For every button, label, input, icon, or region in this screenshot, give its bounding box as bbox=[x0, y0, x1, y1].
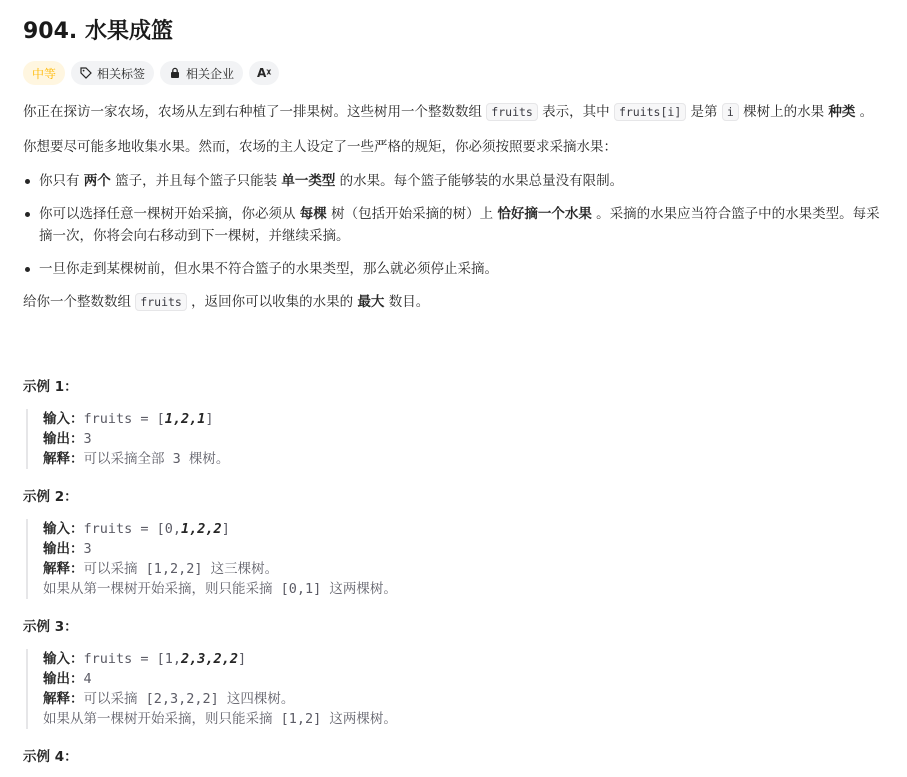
example-3-title: 示例 3： bbox=[23, 619, 78, 635]
example-1-block bbox=[26, 409, 883, 469]
example-extra: 如果从第一棵树开始采摘，则只能采摘 [0,1] 这两棵树。 bbox=[43, 581, 397, 597]
example-2-title: 示例 2： bbox=[23, 489, 78, 505]
example-1-title: 示例 1： bbox=[23, 379, 78, 395]
input-highlight: 2,3,2,2 bbox=[181, 651, 238, 667]
text: 给你一个整数数组 bbox=[23, 294, 136, 310]
output-label: 输出： bbox=[43, 541, 84, 557]
list-item bbox=[39, 203, 883, 247]
text: 篮子，并且每个篮子只能装 bbox=[110, 173, 282, 189]
example-3-block bbox=[26, 649, 883, 729]
text: 表示，其中 bbox=[537, 104, 614, 120]
input-highlight: 1,2,2 bbox=[181, 521, 222, 537]
input-label: 输入： bbox=[43, 521, 84, 537]
text: 你正在探访一家农场，农场从左到右种植了一排果树。这些树用一个整数数组 bbox=[23, 104, 487, 120]
text: 数目。 bbox=[384, 294, 430, 310]
text: 树（包括开始采摘的树）上 bbox=[326, 206, 498, 222]
code-fruits: fruits bbox=[486, 103, 538, 121]
description-paragraph-1 bbox=[23, 101, 883, 123]
code-fruits-i: fruits[i] bbox=[614, 103, 686, 121]
input-value: fruits = [1, bbox=[83, 651, 182, 667]
explain-text: 可以采摘全部 3 棵树。 bbox=[83, 451, 230, 467]
text: 。采摘的水果应当符合篮子中的水果类型。每采摘一次，你将会向右移动到下一棵树，并继续采摘。 bbox=[39, 206, 880, 244]
input-highlight: 1,2,1 bbox=[164, 411, 206, 427]
input-value: fruits = [0, bbox=[83, 521, 182, 537]
rules-list bbox=[23, 170, 883, 280]
lock-icon bbox=[169, 67, 181, 79]
example-explanation bbox=[43, 559, 883, 579]
related-tags-button[interactable] bbox=[71, 61, 154, 85]
bold-text: 两个 bbox=[83, 173, 111, 189]
code-fruits: fruits bbox=[135, 293, 187, 311]
explain-label: 解释： bbox=[43, 561, 84, 577]
input-label: 输入： bbox=[43, 651, 84, 667]
example-explanation bbox=[43, 689, 883, 709]
output-value: 3 bbox=[83, 541, 92, 557]
example-input bbox=[43, 649, 883, 669]
output-value: 3 bbox=[83, 431, 92, 447]
difficulty-label: 中等 bbox=[32, 66, 57, 81]
output-label: 输出： bbox=[43, 671, 84, 687]
bold-text: 每棵 bbox=[299, 206, 327, 222]
related-tags-label: 相关标签 bbox=[97, 66, 146, 81]
example-explanation bbox=[43, 449, 883, 469]
tag-icon bbox=[80, 67, 92, 79]
text: ，返回你可以收集的水果的 bbox=[186, 294, 358, 310]
related-companies-label: 相关企业 bbox=[186, 66, 235, 81]
description-paragraph-3 bbox=[23, 291, 883, 313]
input-value: fruits = [ bbox=[83, 411, 165, 427]
example-input bbox=[43, 409, 883, 429]
example-output bbox=[43, 429, 883, 449]
input-value: ] bbox=[205, 411, 214, 427]
related-companies-button[interactable] bbox=[160, 61, 243, 85]
output-value: 4 bbox=[83, 671, 92, 687]
text: 你可以选择任意一棵树开始采摘，你必须从 bbox=[39, 206, 300, 222]
bold-text: 恰好摘一个水果 bbox=[497, 206, 592, 222]
text: 棵树上的水果 bbox=[738, 104, 829, 120]
tag-bar bbox=[23, 61, 883, 85]
input-value: ] bbox=[221, 521, 230, 537]
code-i: i bbox=[722, 103, 739, 121]
problem-title[interactable]: 904. 水果成篮 bbox=[23, 19, 173, 44]
explain-text: 可以采摘 [1,2,2] 这三棵树。 bbox=[83, 561, 279, 577]
font-size-icon: Aᵡ bbox=[257, 66, 272, 80]
text: 的水果。每个篮子能够装的水果总量没有限制。 bbox=[335, 173, 624, 189]
text: 你只有 bbox=[39, 173, 84, 189]
output-label: 输出： bbox=[43, 431, 84, 447]
example-input bbox=[43, 519, 883, 539]
difficulty-badge bbox=[23, 61, 65, 85]
explain-text: 可以采摘 [2,3,2,2] 这四棵树。 bbox=[83, 691, 295, 707]
list-item: 一旦你走到某棵树前，但水果不符合篮子的水果类型，那么就必须停止采摘。 bbox=[39, 258, 883, 280]
explain-label: 解释： bbox=[43, 451, 84, 467]
explain-label: 解释： bbox=[43, 691, 84, 707]
text: 。 bbox=[855, 104, 874, 120]
example-2-block bbox=[26, 519, 883, 599]
bold-text: 单一类型 bbox=[281, 173, 336, 189]
example-4-title: 示例 4： bbox=[23, 749, 78, 765]
description-paragraph-2: 你想要尽可能多地收集水果。然而，农场的主人设定了一些严格的规矩，你必须按照要求采摘水果： bbox=[23, 139, 617, 155]
bold-text: 种类 bbox=[828, 104, 856, 120]
input-label: 输入： bbox=[43, 411, 84, 427]
font-size-button[interactable] bbox=[249, 61, 279, 85]
example-extra: 如果从第一棵树开始采摘，则只能采摘 [1,2] 这两棵树。 bbox=[43, 711, 397, 727]
input-value: ] bbox=[237, 651, 247, 667]
bold-text: 最大 bbox=[357, 294, 385, 310]
example-output bbox=[43, 539, 883, 559]
example-output bbox=[43, 669, 883, 689]
text: 是第 bbox=[686, 104, 722, 120]
list-item bbox=[39, 170, 883, 192]
